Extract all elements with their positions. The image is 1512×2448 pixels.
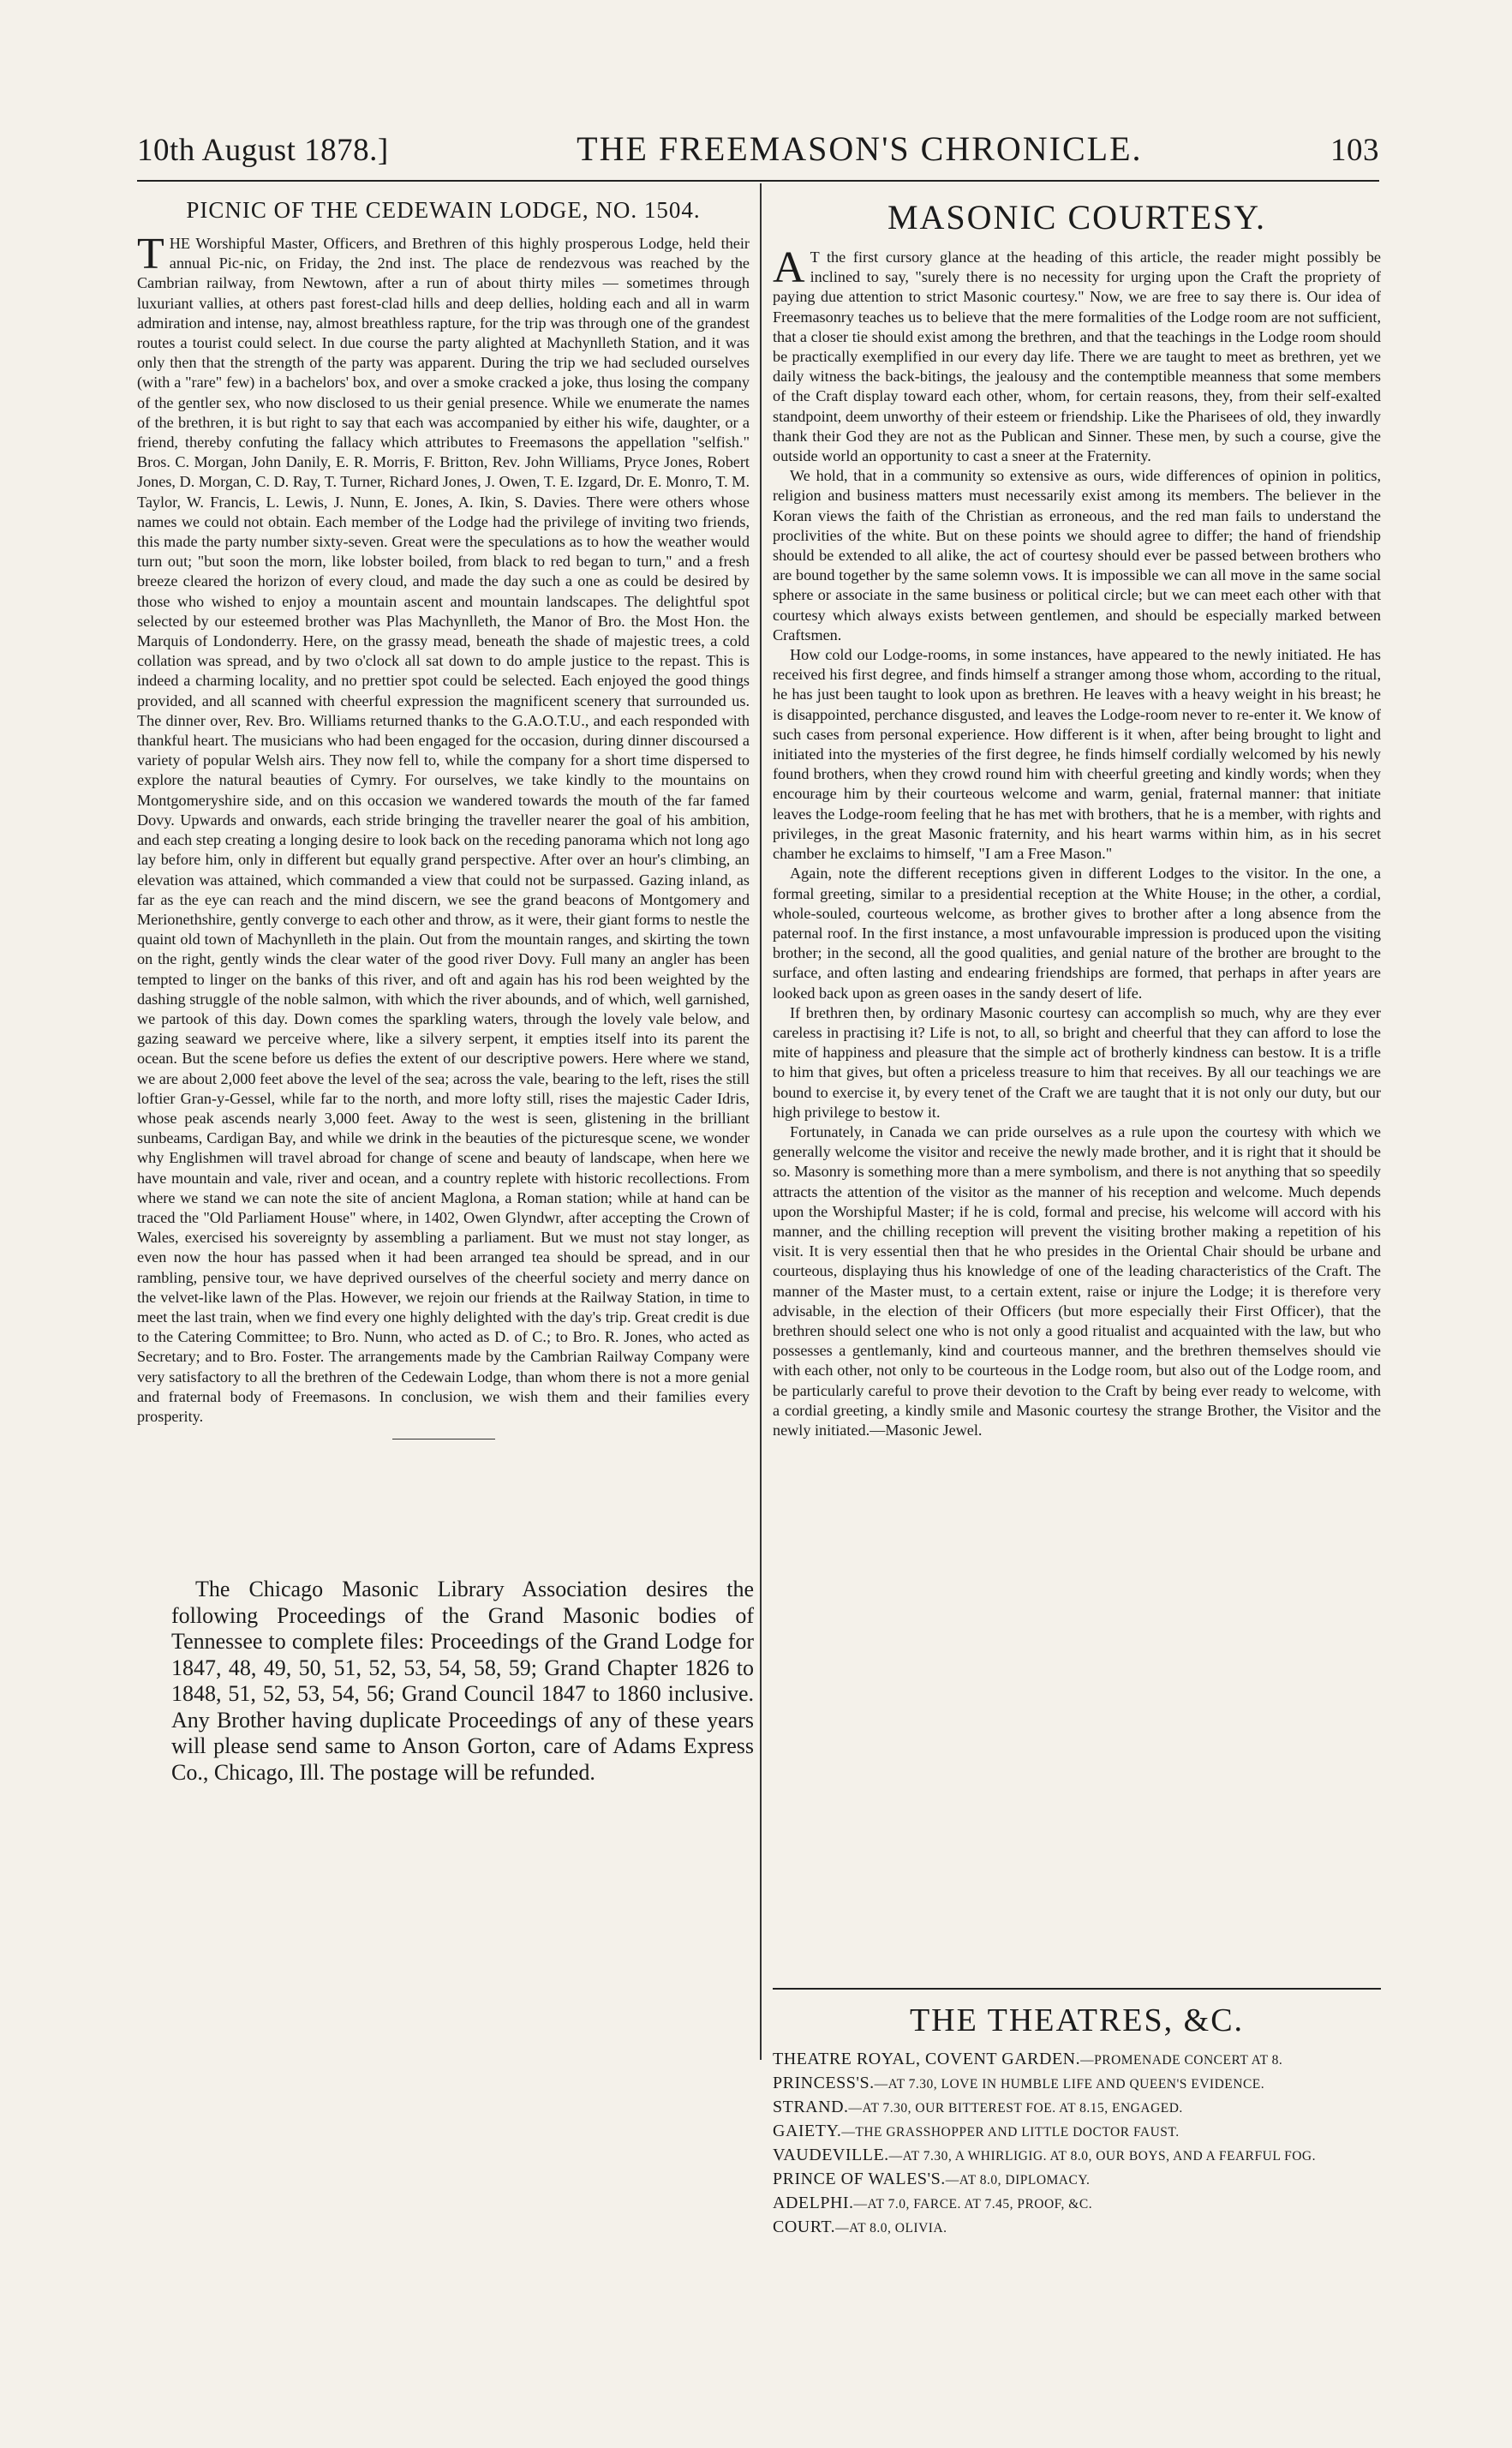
theatre-listing: VAUDEVILLE.—AT 7.30, A WHIRLIGIG. AT 8.0, OUR BOYS, AND A FEARFUL FOG.	[773, 2146, 1316, 2164]
drop-cap: A	[773, 243, 805, 292]
theatre-listing: ADELPHI.—AT 7.0, FARCE. AT 7.45, PROOF, &C.	[773, 2194, 1093, 2212]
masthead	[137, 129, 1379, 171]
section-rule	[773, 1988, 1381, 1990]
article-paragraph: THE Worshipful Master, Officers, and Brethren of this highly prosperous Lodge, held their annual Pic-nic, on Friday, the 2nd inst. The place de rendezvous was reached by the Cambrian railway, from Newtown, after a run of about thirty miles — sometimes through luxuriant vallies, at others past forest-clad hills and deep dellies, holding each and all in warm admiration and intense, nay, almost breathless rapture, for the trip was through one of the grandest routes a tourist could select. In due course the party alighted at Machynlleth Station, and it was only then that the strength of the party was apparent. During the trip we had secluded ourselves (with a "rare" few) in a bachelors' box, and over a smoke cracked a joke, thus losing the company of the gentler sex, who now disclosed to us their genial presence. While we enumerate the names of the brethren, it is but right to say that each was accompanied by either his wife, daughter, or a friend, thereby confuting the fallacy which attributes to Freemasons the appellation "selfish." Bros. C. Morgan, John Danily, E. R. Morris, F. Britton, Rev. John Williams, Pryce Jones, Robert Jones, D. Morgan, C. D. Ray, T. Turner, Richard Jones, J. Owen, T. E. Izgard, Dr. E. Monro, T. M. Taylor, W. Francis, L. Lewis, J. Nunn, E. Jones, A. Ikin, S. Davies. There were others whose names we could not obtain. Each member of the Lodge had the privilege of inviting two friends, this made the party number sixty-seven. Great were the speculations as to how the weather would turn out; "but soon the morn, like lobster boiled, from black to red began to turn," and a fresh breeze cleared the horizon of every cloud, and made the day such a one as could be desired by those who wished to enjoy a mountain ascent and mountain landscapes. The delightful spot selected by our esteemed brother was Plas Machynlleth, the Manor of Bro. the Most Hon. the Marquis of Londonderry. Here, on the grassy mead, beneath the shade of majestic trees, a cold collation was spread, and by two o'clock all sat down to do ample justice to the repast. This is indeed a charming locality, and no prettier spot could be selected. Each enjoyed the good things provided, and all scanned with cheerful expression the magnificent scenery that surrounded us. The dinner over, Rev. Bro. Williams returned thanks to the G.A.O.T.U., and each responded with thankful heart. The musicians who had been engaged for the occasion, during dinner discoursed a variety of popular Welsh airs. They now fell to, while the company for a short time dispersed to explore the natural beauties of Cymry. For ourselves, we take kindly to the mountains on Montgomeryshire side, and on this occasion we wandered towards the mouth of the far famed Dovy. Upwards and onwards, each stride bringing the traveller nearer the goal of his ambition, and each step creating a longing desire to look back on the receding panorama which not long ago lay before him, only in different but equally grand perspective. After over an hour's climbing, an elevation was attained, which commanded a view that could not be surpassed. Gazing inland, as far as the eye can reach and the mind discern, we see the grand beacons of Montgomery and Merionethshire, gently converge to each other and throw, as it were, their giant forms to nestle the quaint old town of Machynlleth in the plain. Out from the mountain ranges, and skirting the town on the right, gently winds the clear water of the good river Dovy. Full many an angler has been tempted to linger on the banks of this river, and oft and again has his rod been weighted by the dashing struggle of the noble salmon, with which the river abounds, and of which, well garnished, we partook of this day. Down comes the sparkling waters, through the lovely vale below, and gazing seaward we perceive where, like a silvery serpent, it empties itself into its parent the ocean. But the scene before us defies the extent of our descriptive powers. Here where we stand, we are about 2,000 feet above the level of the sea; across the vale, bearing to the left, rises the still loftier Gran-y-Gessel, while far to the north, and more lofty still, rises the majestic Cader Idris, whose peak ascends nearly 3,000 feet. Away to the west is seen, glistening in the brilliant sunbeams, Cardigan Bay, and while we drink in the beauties of the picturesque scene, we wonder why Englishmen will travel abroad for change of scene and beauty of landscape, when here we have mountain and vale, river and ocean, and a country replete with historic recollections. From where we stand we can note the site of ancient Maglona, a Roman station; while at hand can be traced the "Old Parliament House" where, in 1402, Owen Glyndwr, after accepting the Crown of Wales, exercised his sovereignty by assembling a parliament. But we must not stay longer, as even now the hour has passed when it had been arranged tea should be spread, and in our rambling, pensive tour, we have deprived ourselves of the cheerful society and merry dance on the velvet-like lawn of the Plas. However, we rejoin our friends at the Railway Station, in time to meet the last train, when we find every one highly delighted with the day's trip. Great credit is due to the Catering Committee; to Bro. Nunn, who acted as D. of C.; to Bro. R. Jones, who acted as Secretary; and to Bro. Foster. The arrangements made by the Cambrian Railway Company were very satisfactory to all the brethren of the Cedewain Lodge, than whom there is not a more genial and fraternal body of Freemasons. In conclusion, we wish them and their families every prosperity.	[137, 230, 750, 1425]
article-paragraph: If brethren then, by ordinary Masonic courtesy can accomplish so much, why are they ever careless in practising it? Life is not, to all, so bright and cheerful that they can afford to lose the mite of happiness and pleasure that the simple act of brotherly kindness can bestow. It is a trifle to him that gives, but often a priceless treasure to him that receives. By all our teachings we are bound to exercise it, by every tenet of the Craft we are taught that it is not only our duty, but our high privilege to bestow it.	[773, 1003, 1381, 1121]
article-body-courtesy	[773, 243, 1381, 1440]
masthead-rule	[137, 180, 1379, 182]
article-paragraph: How cold our Lodge-rooms, in some instances, have appeared to the newly initiated. He has received his first degree, and finds himself a stranger among those whom, according to the ritual, he has just been taught to look upon as brethren. He leaves with a heavy weight in his breast; he is disappointed, perchance disgusted, and leaves the Lodge-room never to re-enter it. We know of such cases from personal experience. How different is it when, after being brought to light and initiated into the mysteries of the first degree, he finds himself cordially welcomed by his newly found brothers, when they crowd round him with cheerful greeting and kindly words; when they encourage him by their courteous welcome and warm, genial, fraternal manner: that initiate leaves the Lodge-room feeling that he has met with brothers, that he is a member, with rights and privileges, in the great Masonic fraternity, and his heart warms within him, as in his secret chamber he exclaims to himself, "I am a Free Mason."	[773, 646, 1381, 863]
article-paragraph: A T the first cursory glance at the heading of this article, the reader might possibly be inclined to say, "surely there is no necessity for urging upon the Craft the propriety of paying due attention to strict Masonic courtesy." Now, we are free to say there is. Our idea of Freemasonry teaches us to believe that the mere formalities of the Lodge room are not sufficient, that a closer tie should exist among the brethren, and that the teachings in the Lodge room should be practically exemplified in our every day life. There we are taught to meet as brethren, yet we daily witness the back-bitings, the jealousy and the contemptible meanness that some members of the Craft display toward each other, whom, for certain reasons, they, from their self-exalted standpoint, deem unworthy of their esteem or friendship. Like the Pharisees of old, they inwardly thank their God they are not as the Publican and Sinner. These men, by such a course, give the outside world an opportunity to cast a sneer at the Fraternity.	[773, 243, 1381, 465]
theatre-listing: PRINCE OF WALES'S.—AT 8.0, DIPLOMACY.	[773, 2170, 1091, 2188]
article-paragraph: Fortunately, in Canada we can pride ourselves as a rule upon the courtesy with which we generally welcome the visitor and receive the newly made brother, and it is right that it should be so. Masonry is something more than a mere symbolism, and there is not anything that so speedily attracts the attention of the visitor as the manner of his reception and welcome. Much depends upon the Worshipful Master; if he is cold, formal and precise, his welcome will accord with his manner, and the chilling reception will prevent the visiting brother making a repetition of his visit. It is very essential then that he who presides in the Oriental Chair should be urbane and courteous, displaying thus his knowledge of one of the leading characteristics of the Craft. The manner of the Master must, to a certain extent, raise or injure the Lodge; it is therefore very advisable, in the election of their Officers (but more especially their First Officer), that the brethren should select one who is not only a good ritualist and acquainted with the law, but who possesses a gentlemanly, kind and courteous manner, and the brethren themselves should vie with each other, not only to be courteous in the Lodge room, but also out of the Lodge room, and be particularly careful to prove their devotion to the Craft by being ever ready to welcome, with a cordial greeting, a kindly smile and Masonic courtesy the strange Brother, the Visitor and the newly initiated.—Masonic Jewel.	[773, 1122, 1381, 1439]
drop-cap: T	[137, 230, 164, 278]
theatres-title: THE THEATRES, &C.	[909, 2002, 1245, 2038]
theatre-listing: COURT.—AT 8.0, OLIVIA.	[773, 2218, 947, 2236]
theatre-listing: THEATRE ROYAL, COVENT GARDEN.—PROMENADE CONCERT AT 8.	[773, 2050, 1283, 2068]
article-title-courtesy: MASONIC COURTESY.	[887, 198, 1267, 236]
article-paragraph: Again, note the different receptions given in different Lodges to the visitor. In the one, a formal greeting, similar to a presidential reception at the White House; in the other, a cordial, whole-souled, courteous welcome, as brother gives to brother after a long absence from the paternal roof. In the first instance, a most unfavourable impression is produced upon the visiting brother; in the second, all the good qualities, and genial nature of the brother are brought to the surface, and often lasting and endearing friendships are formed, that perhaps in after years are looked back upon as green oases in the sandy desert of life.	[773, 865, 1381, 1002]
article-title-picnic: PICNIC OF THE CEDEWAIN LODGE, NO. 1504.	[186, 197, 701, 223]
theatre-listing: PRINCESS'S.—AT 7.30, LOVE IN HUMBLE LIFE AND QUEEN'S EVIDENCE.	[773, 2074, 1265, 2092]
page-number: 103	[1330, 133, 1379, 168]
theatres-section	[773, 1988, 1381, 2240]
issue-date: 10th August 1878.]	[137, 133, 389, 168]
left-column	[137, 197, 750, 1451]
article-body-picnic	[137, 230, 750, 1427]
theatre-listing: GAIETY.—THE GRASSHOPPER AND LITTLE DOCTOR FAUST.	[773, 2122, 1180, 2140]
library-notice	[171, 1577, 754, 1786]
theatre-listing: STRAND.—AT 7.30, OUR BITTEREST FOE. AT 8.15, ENGAGED.	[773, 2098, 1183, 2116]
column-divider	[760, 183, 762, 2060]
right-column	[773, 197, 1381, 1440]
notice-text: The Chicago Masonic Library Association desires the following Proceedings of the Grand Masonic bodies of Tennessee to complete files: Proceedings of the Grand Lodge for 1847, 48, 49, 50, 51, 52, 53, 54, 58, 59; Grand Chapter 1826 to 1848, 51, 52, 53, 54, 56; Grand Council 1847 to 1860 inclusive. Any Brother having duplicate Proceedings of any of these years will please send same to Anson Gorton, care of Adams Express Co., Chicago, Ill. The postage will be refunded.	[171, 1577, 754, 1785]
theatre-listings	[773, 2048, 1381, 2240]
publication-title: THE FREEMASON'S CHRONICLE.	[577, 129, 1143, 168]
article-paragraph: We hold, that in a community so extensive as ours, wide differences of opinion in politics, religion and business matters must necessarily exist among its members. The believer in the Koran views the faith of the Christian as erroneous, and the red man fails to understand the proclivities of the white. But on these points we should agree to differ; the hand of friendship should be extended to all alike, the act of courtesy should ever be passed between brothers who are bound together by the same solemn vows. It is impossible we can all move in the same social sphere or associate in the same business or political circle; but we can meet each other with that courtesy which always exists between gentlemen, and should be especially marked between Craftsmen.	[773, 467, 1381, 643]
